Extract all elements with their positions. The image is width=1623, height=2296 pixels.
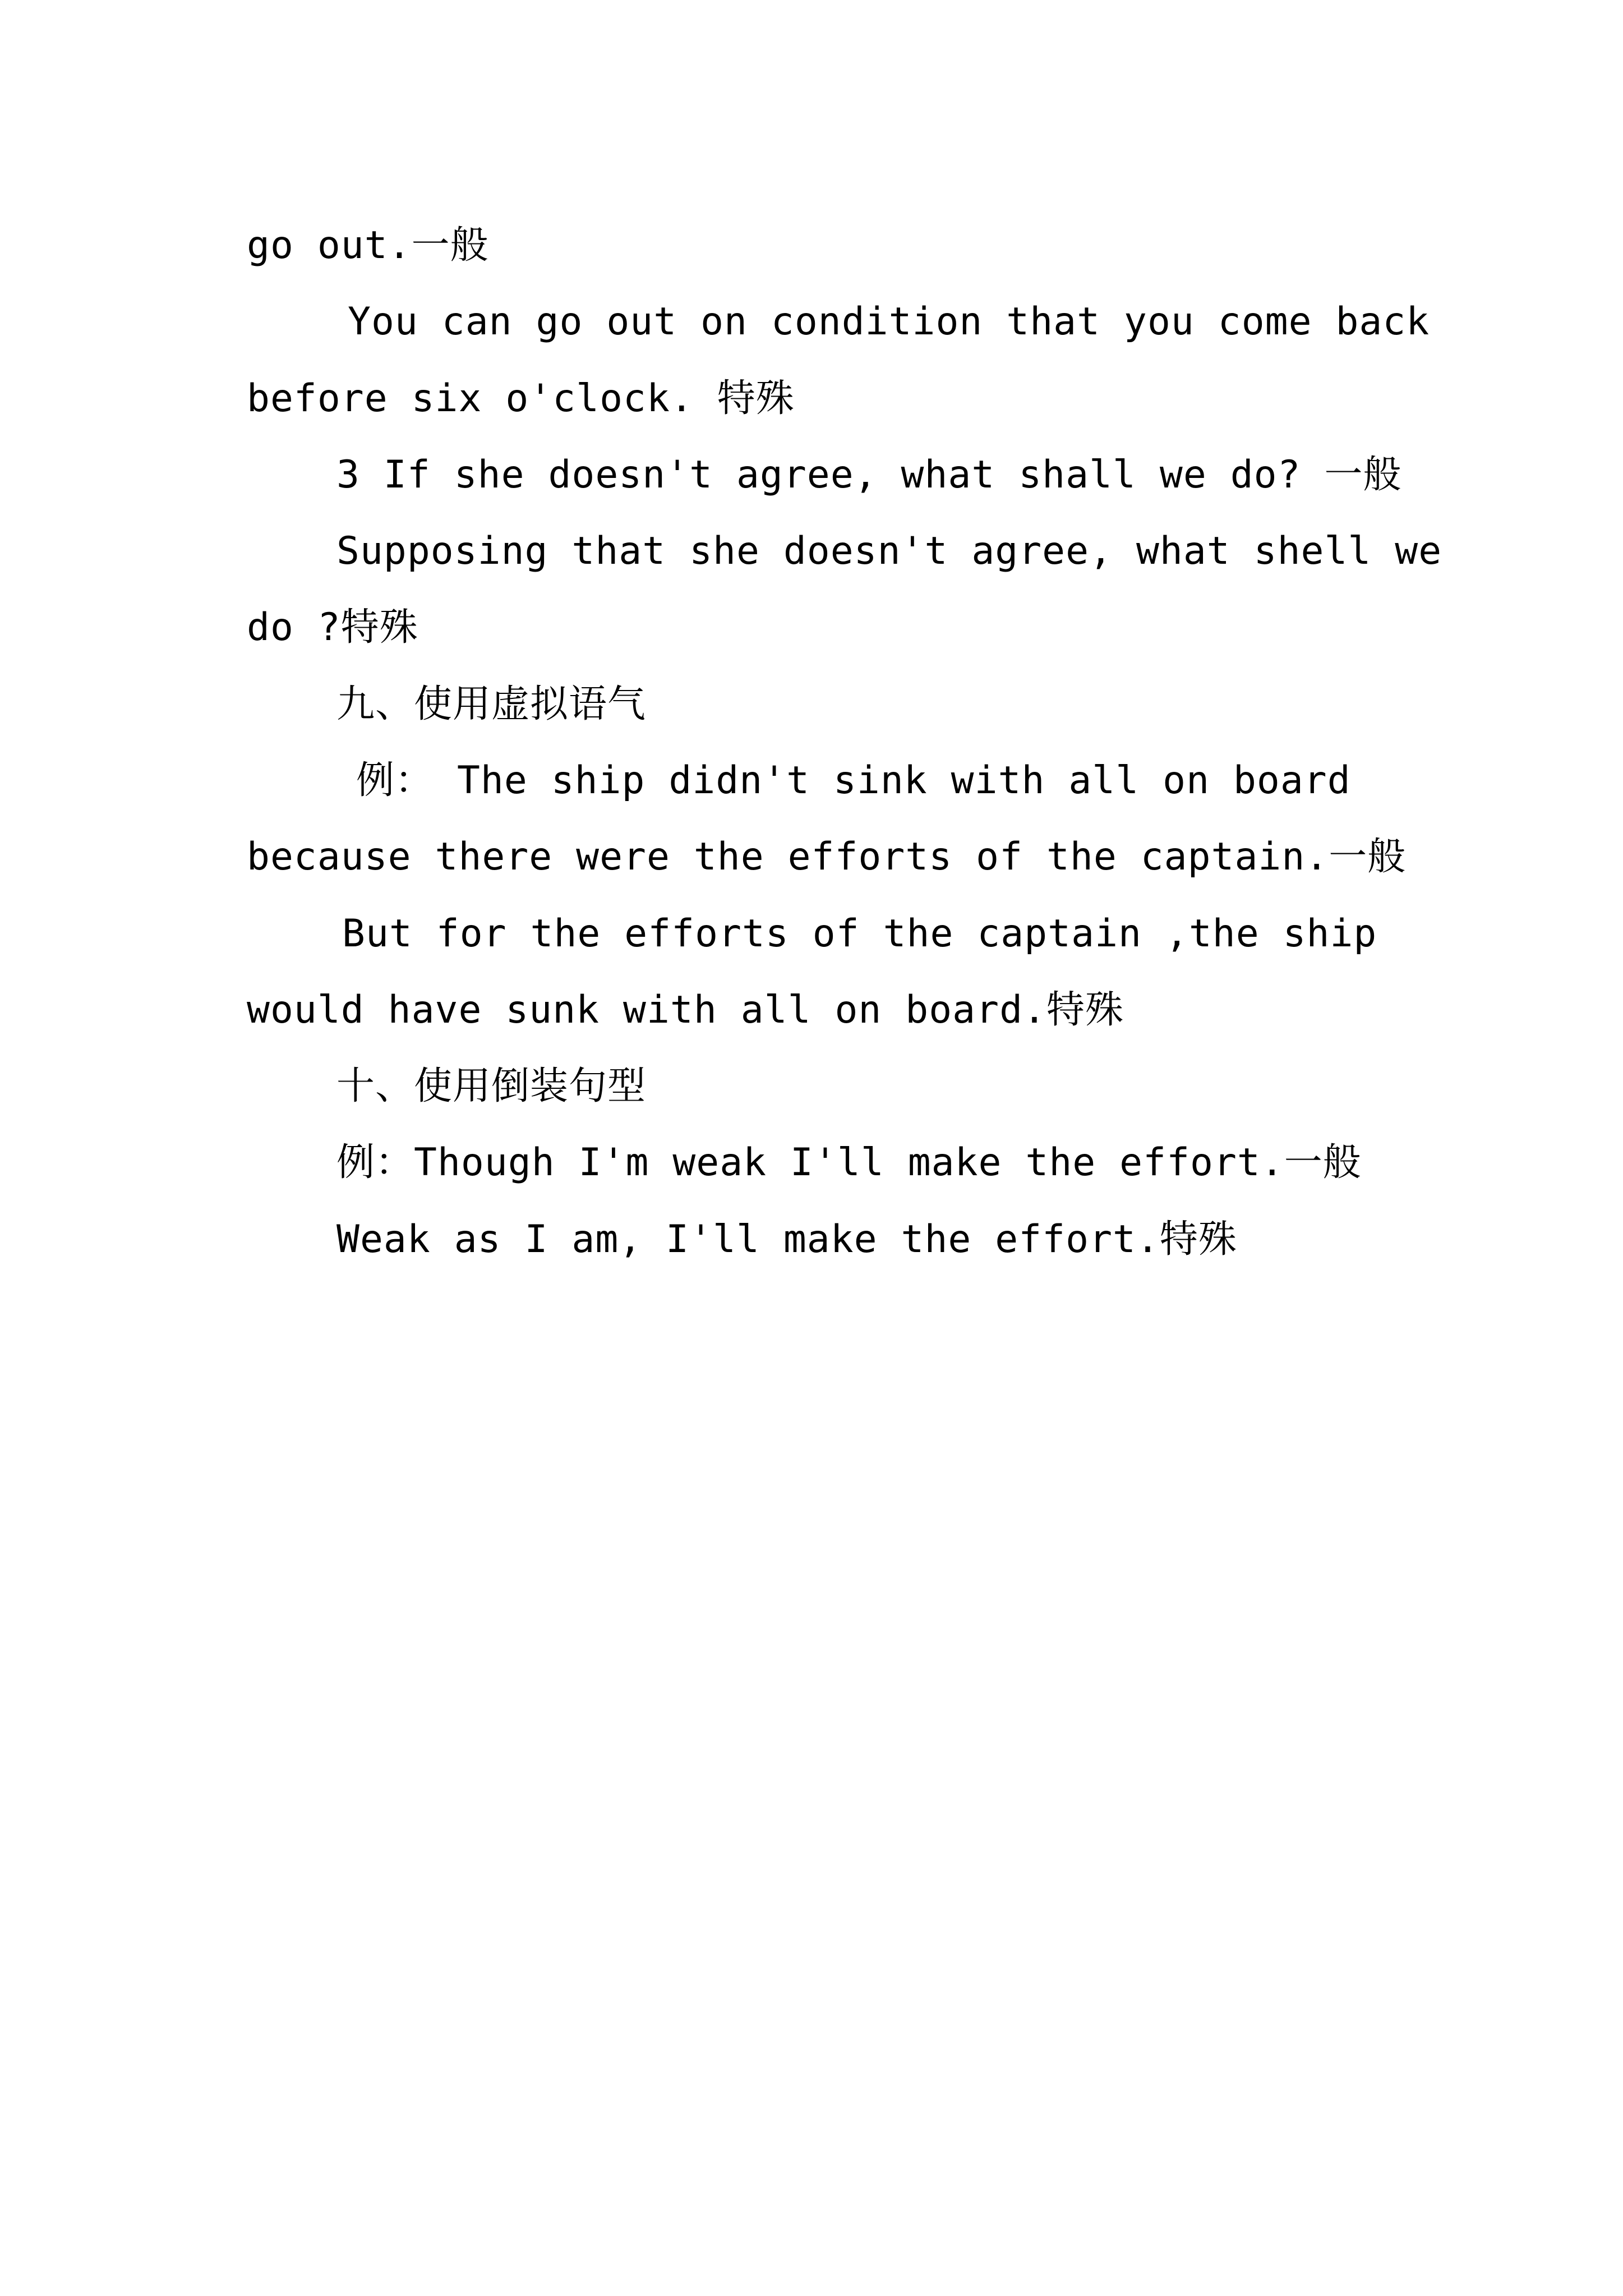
text-line: go out.一般 xyxy=(247,223,489,268)
text-line: 3 If she doesn't agree, what shall we do? 一般 xyxy=(336,453,1402,497)
section-heading: 九、使用虚拟语气 xyxy=(336,682,647,726)
text-line: do ?特殊 xyxy=(247,605,418,650)
text-line: But for the efforts of the captain ,the ship xyxy=(342,912,1377,956)
text-line: Weak as I am, I'll make the effort.特殊 xyxy=(336,1217,1237,1262)
text-line: would have sunk with all on board.特殊 xyxy=(247,988,1124,1032)
text-line: before six o'clock. 特殊 xyxy=(247,376,795,421)
text-line: Supposing that she doesn't agree, what shell we xyxy=(336,529,1442,573)
text-line: 例：Though I'm weak I'll make the effort.一般 xyxy=(336,1140,1362,1185)
text-line: You can go out on condition that you come back xyxy=(348,300,1430,344)
section-heading: 十、使用倒装句型 xyxy=(336,1064,647,1108)
text-line: because there were the efforts of the captain.一般 xyxy=(247,835,1407,879)
text-line: 例： The ship didn't sink with all on board xyxy=(356,758,1351,803)
